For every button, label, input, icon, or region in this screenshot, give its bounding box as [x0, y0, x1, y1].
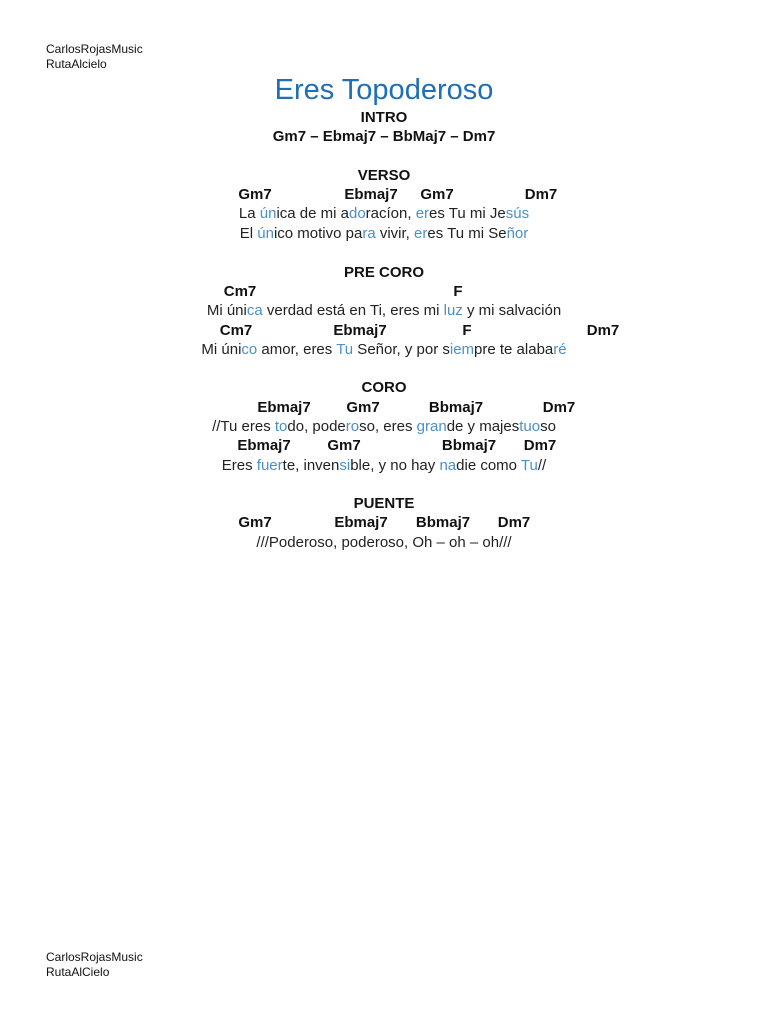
- highlighted-syllable: ro: [345, 418, 360, 435]
- lyric-text: ble, y no hay: [350, 457, 440, 474]
- song-title: Eres Topoderoso: [274, 74, 494, 106]
- chord: F: [453, 283, 463, 300]
- coro-lyric-1: [0, 417, 768, 436]
- lyric-text: te, inven: [282, 457, 340, 474]
- page-header: [46, 42, 143, 72]
- highlighted-syllable: Tu: [336, 341, 354, 358]
- highlighted-syllable: iem: [449, 341, 475, 358]
- highlighted-syllable: ñor: [506, 225, 529, 242]
- highlighted-syllable: ca: [246, 302, 263, 319]
- lyric-text: verdad está en Ti, eres mi: [262, 302, 444, 319]
- coro-chord-row-1: [0, 398, 768, 417]
- chord: Cm7: [219, 322, 253, 339]
- coro-chord-row-2: [0, 436, 768, 455]
- page-footer: [46, 950, 143, 980]
- lyric-text: y mi salvación: [462, 302, 562, 319]
- highlighted-syllable: er: [415, 205, 430, 222]
- lyric-text: El: [239, 225, 258, 242]
- highlighted-syllable: er: [414, 225, 428, 242]
- lyric-text: ica de mi a: [276, 205, 349, 222]
- chord: Gm7: [327, 437, 361, 454]
- verso-chord-row-1: [0, 185, 768, 204]
- puente-chord-row-1: [0, 513, 768, 532]
- highlighted-syllable: ré: [553, 341, 567, 358]
- precoro-lyric-2: [0, 340, 768, 359]
- lyric-text: es Tu mi Se: [427, 225, 507, 242]
- precoro-label: PRE CORO: [343, 264, 424, 281]
- lyric-text: racíon,: [365, 205, 416, 222]
- highlighted-syllable: luz: [443, 302, 463, 319]
- lyric-text: vivir,: [375, 225, 415, 242]
- chord: Ebmaj7: [333, 322, 387, 339]
- precoro-chord-row-2: [0, 321, 768, 340]
- highlighted-syllable: fuer: [256, 457, 283, 474]
- lyric-text: die como: [456, 457, 521, 474]
- chord: Dm7: [497, 514, 531, 531]
- highlighted-syllable: do: [348, 205, 366, 222]
- highlighted-syllable: to: [274, 418, 288, 435]
- puente-label: PUENTE: [353, 495, 415, 512]
- chord: Dm7: [523, 437, 557, 454]
- header-artist: CarlosRojasMusic: [46, 42, 143, 56]
- chord: Ebmaj7: [257, 399, 311, 416]
- chord: Bbmaj7: [441, 437, 497, 454]
- chord: Dm7: [542, 399, 576, 416]
- chord: Ebmaj7: [344, 186, 398, 203]
- chord: Dm7: [524, 186, 558, 203]
- lyric-text: pre te alaba: [474, 341, 554, 358]
- chord: Dm7: [586, 322, 620, 339]
- verso-lyric-2: [0, 224, 768, 243]
- lyric-text: amor, eres: [257, 341, 337, 358]
- precoro-chord-row-1: [0, 282, 768, 301]
- footer-label: RutaAlCielo: [46, 965, 110, 979]
- precoro-lyric-1: [0, 301, 768, 320]
- highlighted-syllable: ra: [362, 225, 376, 242]
- lyric-text: Señor, y por s: [353, 341, 450, 358]
- verso-lyric-1: [0, 204, 768, 223]
- lyric-text: so, eres: [359, 418, 417, 435]
- highlighted-syllable: tuo: [519, 418, 541, 435]
- lyric-text: es Tu mi Je: [429, 205, 506, 222]
- chord: Gm7: [420, 186, 454, 203]
- highlighted-syllable: na: [439, 457, 457, 474]
- verso-label: VERSO: [357, 167, 411, 184]
- highlighted-syllable: gran: [416, 418, 447, 435]
- highlighted-syllable: si: [339, 457, 351, 474]
- chord: F: [462, 322, 472, 339]
- lyric-text: Eres: [221, 457, 257, 474]
- intro-chords: Gm7 – Ebmaj7 – BbMaj7 – Dm7: [272, 128, 496, 145]
- puente-lyric-1: ///Poderoso, poderoso, Oh – oh – oh///: [256, 534, 512, 551]
- highlighted-syllable: Tu: [520, 457, 538, 474]
- chord: Gm7: [238, 514, 272, 531]
- chord: Bbmaj7: [415, 514, 471, 531]
- lyric-text: La: [238, 205, 260, 222]
- intro-label: INTRO: [360, 109, 408, 126]
- lyric-text: so: [540, 418, 556, 435]
- lyric-text: //: [537, 457, 547, 474]
- chord: Gm7: [238, 186, 272, 203]
- highlighted-syllable: ún: [259, 205, 277, 222]
- lyric-text: de y majes: [446, 418, 520, 435]
- chord: Ebmaj7: [237, 437, 291, 454]
- chord: Gm7: [346, 399, 380, 416]
- footer-artist: CarlosRojasMusic: [46, 950, 143, 964]
- coro-lyric-2: [0, 456, 768, 475]
- lyric-text: Mi úni: [201, 341, 242, 358]
- header-label: RutaAlcielo: [46, 57, 107, 71]
- highlighted-syllable: co: [241, 341, 258, 358]
- chord: Ebmaj7: [334, 514, 388, 531]
- lyric-text: ico motivo pa: [273, 225, 363, 242]
- highlighted-syllable: ún: [257, 225, 274, 242]
- lyric-text: Mi úni: [206, 302, 247, 319]
- chord: Bbmaj7: [428, 399, 484, 416]
- lyric-text: do, pode: [287, 418, 346, 435]
- lyric-text: //Tu eres: [212, 418, 275, 435]
- chord: Cm7: [223, 283, 257, 300]
- coro-label: CORO: [361, 379, 407, 396]
- highlighted-syllable: sús: [505, 205, 530, 222]
